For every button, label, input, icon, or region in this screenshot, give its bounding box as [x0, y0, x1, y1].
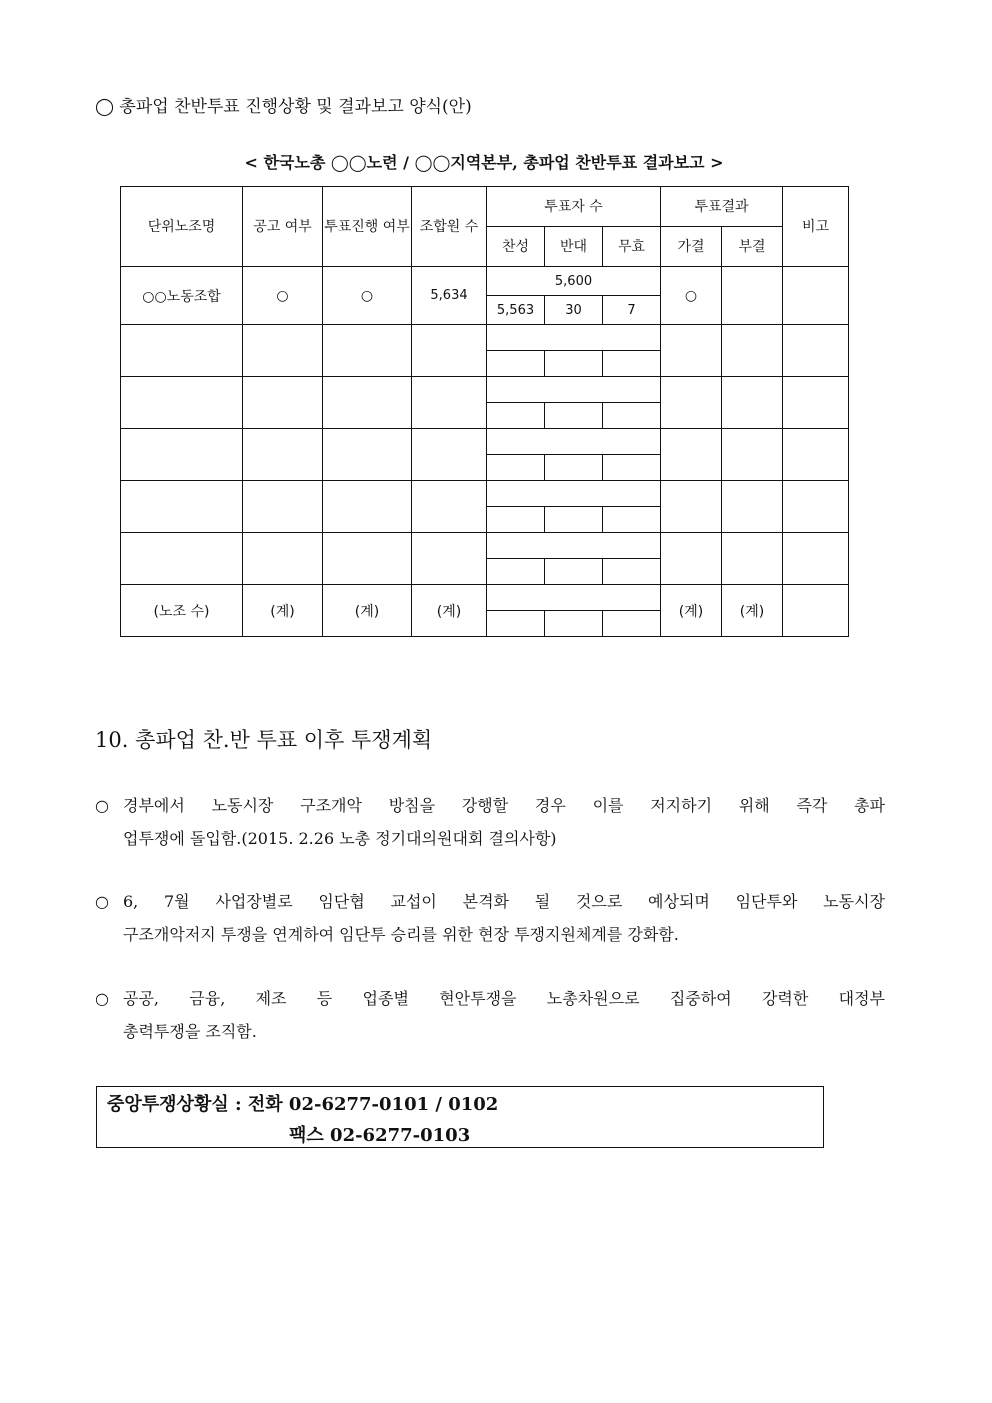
plan-item-1	[95, 789, 885, 855]
blank-cell	[545, 507, 603, 533]
blank-cell	[487, 351, 545, 377]
blank-cell	[661, 429, 722, 481]
header-voters: 투표자 수	[487, 187, 661, 227]
blank-cell	[545, 403, 603, 429]
plan-item-line: 공공, 금융, 제조 등 업종별 현안투쟁을 노총차원으로 집중하여 강력한 대정부	[123, 989, 885, 1008]
total-members: (계)	[412, 585, 487, 637]
blank-cell	[412, 325, 487, 377]
header-invalid: 무효	[603, 227, 661, 267]
plan-item-line: 구조개악저지 투쟁을 연계하여 임단투 승리를 위한 현장 투쟁지원체계를 강화함.	[123, 925, 679, 944]
blank-cell	[487, 533, 661, 559]
blank-cell	[722, 325, 783, 377]
blank-cell	[323, 481, 412, 533]
contact-fax: 팩스 02-6277-0103	[289, 1125, 471, 1146]
blank-cell	[603, 559, 661, 585]
cell-invalid: 7	[603, 296, 661, 325]
total-passed: (계)	[661, 585, 722, 637]
blank-cell	[661, 377, 722, 429]
blank-cell	[412, 377, 487, 429]
header-rejected: 부결	[722, 227, 783, 267]
bullet-icon: ○	[95, 989, 109, 1008]
blank-cell	[783, 377, 849, 429]
total-voters	[487, 585, 661, 611]
total-progress: (계)	[323, 585, 412, 637]
contact-phone: 중앙투쟁상황실 : 전화 02-6277-0101 / 0102	[107, 1094, 499, 1115]
blank-cell	[121, 481, 243, 533]
blank-cell	[783, 325, 849, 377]
header-progress: 투표진행 여부	[323, 187, 412, 267]
blank-cell	[661, 325, 722, 377]
blank-cell	[121, 325, 243, 377]
blank-cell	[323, 325, 412, 377]
blank-cell	[243, 429, 323, 481]
blank-cell	[487, 325, 661, 351]
plan-item-line: 업투쟁에 돌입함.(2015. 2.26 노총 정기대의원대회 결의사항)	[123, 829, 557, 848]
blank-cell	[722, 481, 783, 533]
cell-union-name: ○○노동조합	[121, 267, 243, 325]
blank-cell	[412, 481, 487, 533]
blank-cell	[243, 325, 323, 377]
plan-item-2	[95, 885, 885, 951]
header-remarks: 비고	[783, 187, 849, 267]
blank-cell	[603, 403, 661, 429]
blank-cell	[545, 455, 603, 481]
header-union-name: 단위노조명	[121, 187, 243, 267]
blank-cell	[722, 533, 783, 585]
blank-cell	[603, 455, 661, 481]
blank-cell	[412, 533, 487, 585]
blank-cell	[661, 533, 722, 585]
blank-cell	[487, 403, 545, 429]
header-yes: 찬성	[487, 227, 545, 267]
cell-voters-total: 5,600	[487, 267, 661, 296]
contact-box	[96, 1086, 824, 1148]
blank-cell	[545, 351, 603, 377]
total-yes	[487, 611, 545, 637]
blank-cell	[487, 481, 661, 507]
bullet-icon: ○	[95, 892, 109, 911]
blank-cell	[722, 377, 783, 429]
blank-cell	[243, 377, 323, 429]
cell-passed: ○	[661, 267, 722, 325]
blank-cell	[783, 533, 849, 585]
header-members: 조합원 수	[412, 187, 487, 267]
cell-rejected	[722, 267, 783, 325]
blank-cell	[323, 533, 412, 585]
total-remarks	[783, 585, 849, 637]
plan-item-line: 6, 7월 사업장별로 임단협 교섭이 본격화 될 것으로 예상되며 임단투와 노동시장	[123, 892, 885, 911]
cell-progress: ○	[323, 267, 412, 325]
blank-cell	[323, 377, 412, 429]
header-result: 투표결과	[661, 187, 783, 227]
total-union-count: (노조 수)	[121, 585, 243, 637]
blank-cell	[487, 377, 661, 403]
blank-cell	[243, 533, 323, 585]
blank-cell	[722, 429, 783, 481]
cell-yes: 5,563	[487, 296, 545, 325]
blank-cell	[412, 429, 487, 481]
blank-cell	[661, 481, 722, 533]
table-title: < 한국노총 ◯◯노련 / ◯◯지역본부, 총파업 찬반투표 결과보고 >	[244, 153, 724, 172]
blank-cell	[545, 559, 603, 585]
total-rejected: (계)	[722, 585, 783, 637]
blank-cell	[487, 429, 661, 455]
cell-members: 5,634	[412, 267, 487, 325]
header-passed: 가결	[661, 227, 722, 267]
header-no: 반대	[545, 227, 603, 267]
cell-no: 30	[545, 296, 603, 325]
blank-cell	[603, 507, 661, 533]
cell-notice: ○	[243, 267, 323, 325]
plan-item-3	[95, 982, 885, 1048]
blank-cell	[487, 559, 545, 585]
total-invalid	[603, 611, 661, 637]
blank-cell	[487, 507, 545, 533]
blank-cell	[487, 455, 545, 481]
section-title: 10. 총파업 찬.반 투표 이후 투쟁계획	[95, 728, 433, 752]
total-no	[545, 611, 603, 637]
header-notice: 공고 여부	[243, 187, 323, 267]
form-heading: ◯ 총파업 찬반투표 진행상황 및 결과보고 양식(안)	[95, 97, 472, 117]
cell-remarks	[783, 267, 849, 325]
bullet-icon: ○	[95, 796, 109, 815]
blank-cell	[783, 481, 849, 533]
blank-cell	[323, 429, 412, 481]
blank-cell	[121, 429, 243, 481]
blank-cell	[243, 481, 323, 533]
blank-cell	[603, 351, 661, 377]
blank-cell	[783, 429, 849, 481]
plan-item-line: 총력투쟁을 조직함.	[123, 1022, 257, 1041]
blank-cell	[121, 533, 243, 585]
blank-cell	[121, 377, 243, 429]
plan-item-line: 경부에서 노동시장 구조개악 방침을 강행할 경우 이를 저지하기 위해 즉각 총파	[123, 796, 885, 815]
vote-result-table	[120, 186, 849, 637]
total-notice: (계)	[243, 585, 323, 637]
